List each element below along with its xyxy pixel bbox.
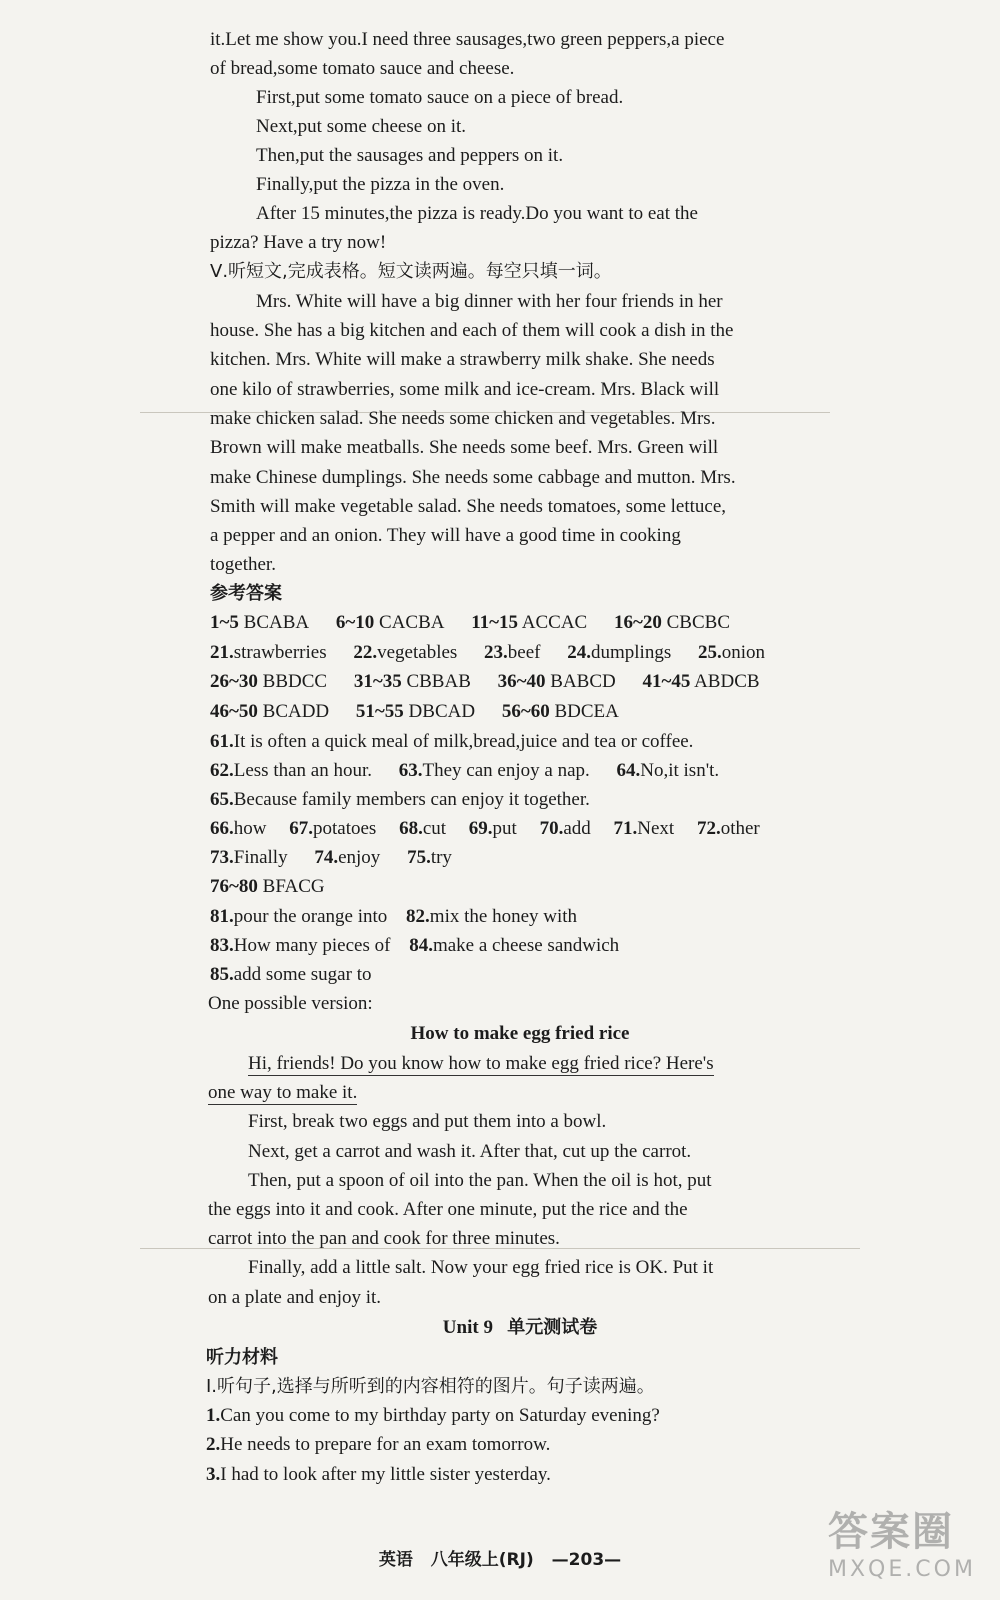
text-line: Finally,put the pizza in the oven. [256,174,505,195]
answer-item: 85.add some sugar to [210,964,372,985]
answer-item: 41~45 ABDCB [642,671,760,692]
answer-item: 21.strawberries [210,642,327,663]
passage-line: make chicken salad. She needs some chicken and vegetables. Mrs. [210,408,716,429]
answer-item: 31~35 CBBAB [353,671,471,692]
passage-line: Brown will make meatballs. She needs some beef. Mrs. Green will [210,437,719,458]
essay-line: one way to make it. [208,1082,358,1103]
answer-item: 6~10 CACBA [335,612,445,633]
passage-line: kitchen. Mrs. White will make a strawberry milk shake. She needs [210,349,715,370]
passage-line: a pepper and an onion. They will have a good time in cooking [210,525,681,546]
answer-item: 25.onion [697,642,766,663]
listening-item: 2.He needs to prepare for an exam tomorrow. [206,1434,551,1455]
essay-line: on a plate and enjoy it. [208,1287,382,1308]
text-line: Next,put some cheese on it. [256,116,467,137]
answer-row [210,903,599,931]
answer-item: 84.make a cheese sandwich [409,935,620,956]
passage-line: make Chinese dumplings. She needs some cabbage and mutton. Mrs. [210,467,736,488]
listening-item: 1.Can you come to my birthday party on Saturday evening? [206,1405,660,1426]
answer-item: 23.beef [484,642,541,663]
answer-row [210,757,741,785]
answer-item: 36~40 BABCD [497,671,616,692]
answer-row [210,668,782,696]
answer-item: 64.No,it isn't. [616,760,720,781]
answer-item: 81.pour the orange into [210,906,388,927]
answers-heading: 参考答案 [210,583,282,604]
answer-item: 56~60 BDCEA [501,701,619,722]
essay-line: carrot into the pan and cook for three minutes. [208,1228,560,1249]
answer-item: 61.It is often a quick meal of milk,bread,juice and tea or coffee. [210,731,694,752]
answer-item: 70.add [539,818,591,839]
watermark-url: MXQE.COM [828,1557,976,1582]
text-line: First,put some tomato sauce on a piece of bread. [256,87,624,108]
answer-row [210,815,760,843]
passage-line: Mrs. White will have a big dinner with her four friends in her [256,291,723,312]
answer-item: 75.try [407,847,452,868]
answer-item: 69.put [468,818,517,839]
answer-item: 51~55 DBCAD [355,701,476,722]
answer-item: 1~5 BCABA [210,612,310,633]
answer-row [210,873,347,901]
answer-item: 73.Finally [210,847,288,868]
listening-item: 3.I had to look after my little sister yesterday. [206,1464,551,1485]
answer-item: 16~20 CBCBC [613,612,730,633]
answer-item: 24.dumplings [567,642,672,663]
answer-item: 63.They can enjoy a nap. [398,760,590,781]
answer-item: 11~15 ACCAC [471,612,588,633]
watermark-logo [828,1500,978,1590]
text-line: Then,put the sausages and peppers on it. [256,145,564,166]
essay-line: Then, put a spoon of oil into the pan. When the oil is hot, put [248,1170,712,1191]
answer-row [210,786,612,814]
essay-line: Hi, friends! Do you know how to make egg fried rice? Here's [248,1053,714,1074]
section-heading: Ⅴ.听短文,完成表格。短文读两遍。每空只填一词。 [210,261,612,282]
essay-line: First, break two eggs and put them into a bowl. [248,1111,607,1132]
answer-row [210,609,752,637]
answer-item: 65.Because family members can enjoy it together. [210,789,590,810]
answer-item: 76~80 BFACG [210,876,325,897]
essay-title: How to make egg fried rice [410,1023,630,1044]
text-line: After 15 minutes,the pizza is ready.Do you want to eat the [256,203,698,224]
answer-item: 22.vegetables [353,642,458,663]
answer-item: 82.mix the honey with [406,906,578,927]
answer-item: 68.cut [399,818,447,839]
essay-line: Next, get a carrot and wash it. After that, cut up the carrot. [248,1141,692,1162]
text-line: pizza? Have a try now! [210,232,387,253]
text-line: of bread,some tomato sauce and cheese. [210,58,515,79]
answer-item: 46~50 BCADD [210,701,330,722]
answer-row [210,844,474,872]
answer-row [210,728,715,756]
passage-line: together. [210,554,276,575]
essay-line: the eggs into it and cook. After one minute, put the rice and the [208,1199,688,1220]
answer-row [210,961,393,989]
passage-line: one kilo of strawberries, some milk and ice-cream. Mrs. Black will [210,379,720,400]
answer-row [210,698,641,726]
answer-item: 72.other [696,818,760,839]
text-line: it.Let me show you.I need three sausages,two green peppers,a piece [210,29,725,50]
listening-heading: 听力材料 [206,1347,278,1368]
answer-row [210,932,641,960]
passage-line: Smith will make vegetable salad. She needs tomatoes, some lettuce, [210,496,727,517]
answer-item: 83.How many pieces of [210,935,391,956]
footer-grade: 八年级上(RJ) [430,1550,534,1570]
unit-title: Unit 9 单元测试卷 [442,1317,598,1338]
version-label: One possible version: [208,993,373,1014]
answer-item: 67.potatoes [289,818,377,839]
section-heading: Ⅰ.听句子,选择与所听到的内容相符的图片。句子读两遍。 [206,1376,655,1397]
answer-item: 62.Less than an hour. [210,760,373,781]
passage-line: house. She has a big kitchen and each of them will cook a dish in the [210,320,734,341]
answer-item: 26~30 BBDCC [210,671,328,692]
footer-page-number: —203— [551,1550,622,1570]
answer-item: 74.enjoy [314,847,381,868]
watermark-text: 答案圈 [828,1509,954,1555]
answer-row [210,639,787,667]
answer-item: 66.how [210,818,267,839]
essay-line: Finally, add a little salt. Now your egg fried rice is OK. Put it [248,1257,714,1278]
answer-item: 71.Next [613,818,675,839]
footer-subject: 英语 [378,1550,413,1570]
